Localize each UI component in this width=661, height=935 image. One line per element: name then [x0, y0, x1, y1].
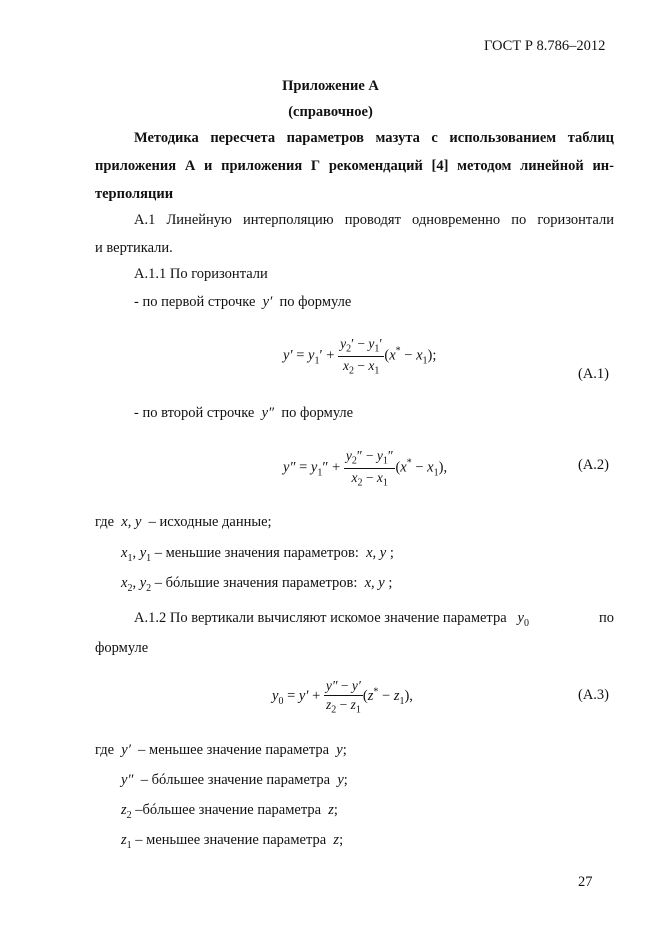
where-line-4: где y′ – меньшее значение параметра y;: [95, 742, 347, 758]
y-double-prime-symbol: y″: [257, 405, 278, 421]
first-row-line: [134, 294, 351, 311]
paragraph-a1-line-2: и вертикали.: [95, 240, 173, 256]
equation-a2-number: (А.2): [578, 457, 610, 473]
appendix-subtitle: (справочное): [288, 104, 373, 120]
appendix-heading-line-1: Методика пересчета параметров мазута с использованием таблиц: [134, 130, 614, 146]
equation-a3-number: (А.3): [578, 687, 610, 703]
where-line-5: y″ – бóльшее значение параметра y;: [121, 772, 348, 788]
document-code: ГОСТ Р 8.786–2012: [484, 38, 606, 54]
equation-a3: $y_0 = y'$ + $\frac{y'' - y'}{z_2 - z_1}$ $(z^* - z_1)$,: [272, 678, 413, 716]
paragraph-a12-line-1: А.1.2 По вертикали вычисляют искомое значение параметра $y_0$ по: [134, 610, 614, 629]
second-row-suffix: по формуле: [281, 405, 354, 421]
appendix-heading-line-3: терполяции: [95, 186, 174, 202]
appendix-title: Приложение А: [282, 78, 379, 94]
where-line-1: где x, y – исходные данные;: [95, 514, 272, 530]
second-row-line: [134, 405, 353, 422]
equation-a2: $y'' = y_1''$ + $\frac{y_2'' - y_1''}{x_2 - x_1}$ $(x^* - x_1)$,: [283, 448, 448, 489]
equation-a1: $y' = y_1'$ + $\frac{y_2' - y_1'}{x_2 - x_1}$ $(x^* - x_1)$;: [283, 336, 437, 377]
where-line-7: $z_1$ – меньшее значение параметра z;: [121, 832, 344, 851]
where-line-2: $x_1$, $y_1$ – меньшие значения параметров: x, y ;: [121, 545, 394, 564]
paragraph-a1-line-1: А.1 Линейную интерполяцию проводят одновременно по горизонтали: [134, 212, 614, 228]
second-row-prefix: - по второй строчке: [134, 405, 255, 421]
y-prime-symbol: y′: [259, 294, 276, 310]
first-row-prefix: - по первой строчке: [134, 294, 256, 310]
where-line-3: $x_2$, $y_2$ – бóльшие значения параметров: x, y ;: [121, 575, 393, 594]
first-row-suffix: по формуле: [279, 294, 352, 310]
page-number: 27: [578, 874, 593, 890]
paragraph-a11: А.1.1 По горизонтали: [134, 266, 268, 282]
appendix-heading-line-2: приложения А и приложения Г рекомендаций [4] методом линейной ин-: [95, 158, 614, 174]
paragraph-a12-line-2: формуле: [95, 640, 149, 656]
where-line-6: $z_2$ –бóльшее значение параметра z;: [121, 802, 338, 821]
equation-a1-number: (А.1): [578, 366, 610, 382]
